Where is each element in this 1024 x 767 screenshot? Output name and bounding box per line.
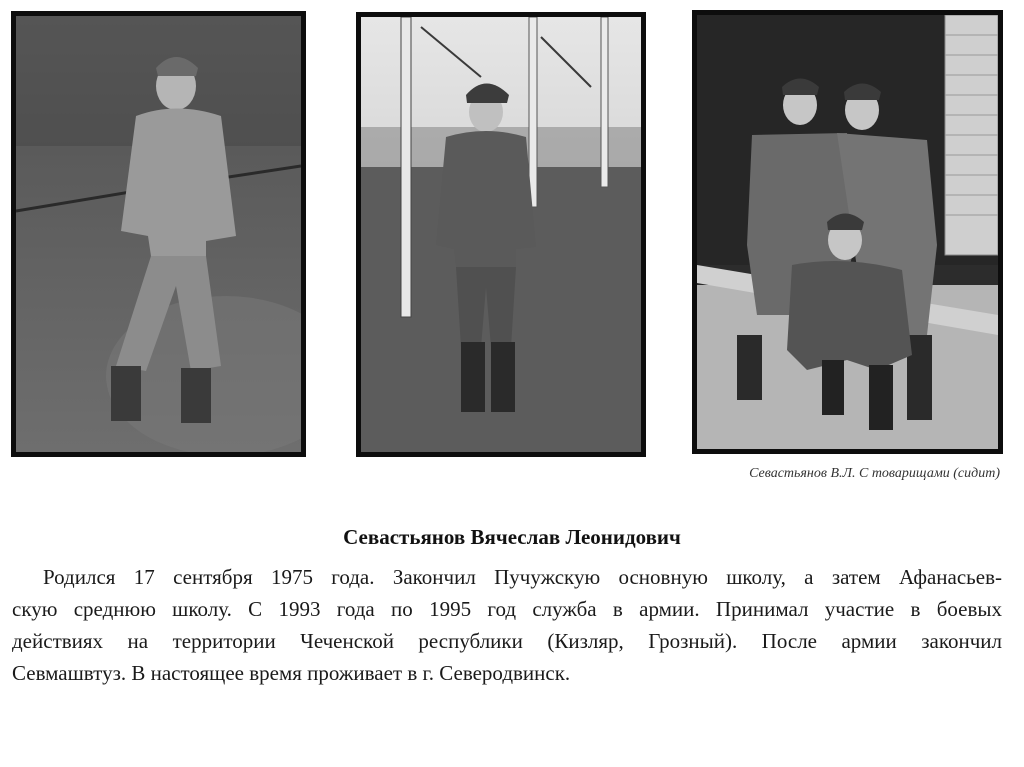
person-name-heading: Севастьянов Вячеслав Леонидович	[343, 525, 681, 549]
photo-2-image	[361, 17, 641, 452]
photo-group-with-comrades	[692, 10, 1003, 454]
photo-soldier-standing-field	[11, 11, 306, 457]
biography-paragraph	[12, 561, 1002, 689]
photo-3-image	[697, 15, 998, 449]
biography-line: скую среднюю школу. С 1993 года по 1995 год служба в армии. Принимал участие в боевых	[12, 597, 1002, 621]
biography-line: Севмашвтуз. В настоящее время проживает в г. Северодвинск.	[12, 661, 571, 685]
photo-caption: Севастьянов В.Л. С товарищами (сидит)	[749, 466, 1000, 481]
biography-line: Родился 17 сентября 1975 года. Закончил Пучужскую основную школу, а затем Афанасьев-	[43, 565, 1002, 589]
biography-line: действиях на территории Чеченской республики (Кизляр, Грозный). После армии закончил	[12, 629, 1002, 653]
photo-1-image	[16, 16, 301, 452]
photo-soldier-standing-birches	[356, 12, 646, 457]
